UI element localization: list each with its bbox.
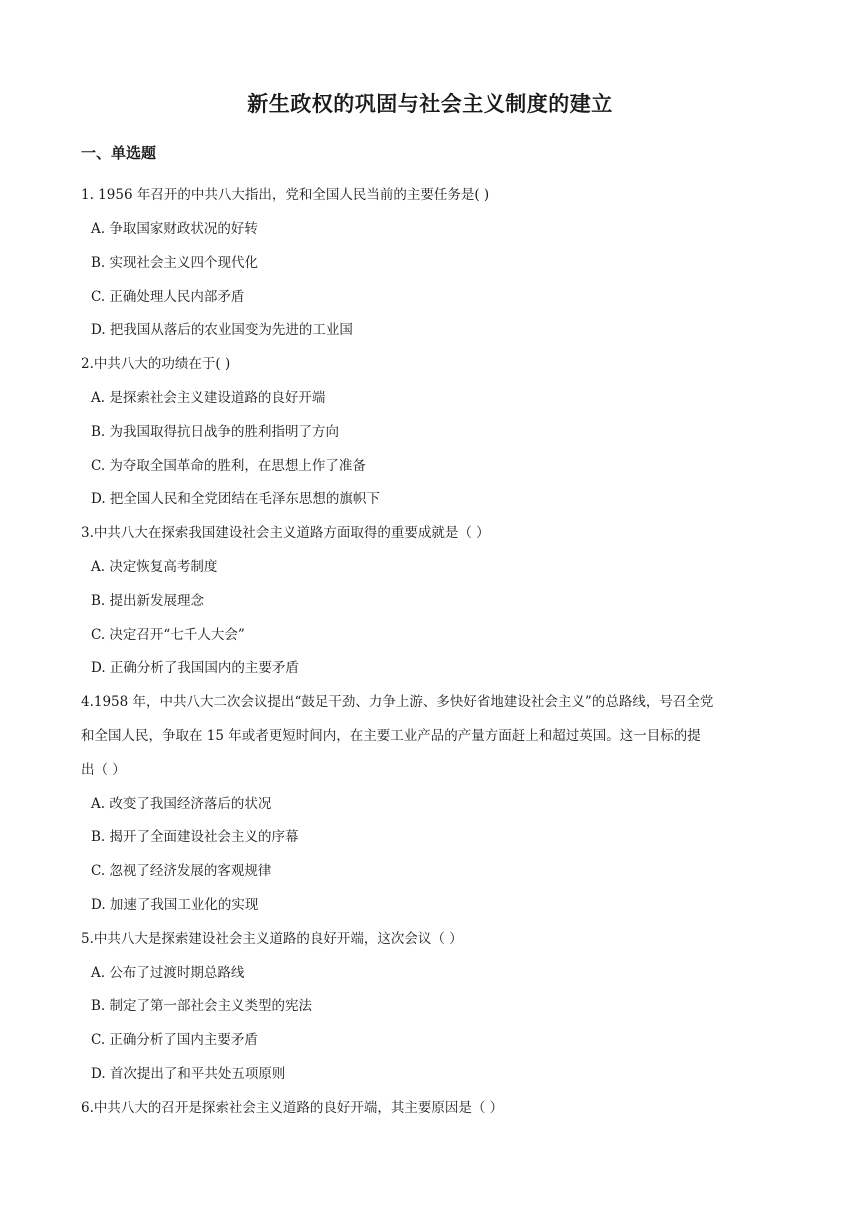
- question-stem-line: 和全国人民，争取在 15 年或者更短时间内，在主要工业产品的产量方面赶上和超过英国。这一目标的提: [81, 728, 701, 744]
- answer-option: A. 改变了我国经济落后的状况: [91, 796, 272, 812]
- answer-option: C. 决定召开“七千人大会”: [91, 627, 245, 643]
- answer-option: B. 制定了第一部社会主义类型的宪法: [91, 998, 313, 1014]
- answer-option: D. 把全国人民和全党团结在毛泽东思想的旗帜下: [91, 491, 380, 507]
- answer-option: A. 是探索社会主义建设道路的良好开端: [91, 390, 326, 406]
- answer-option: D. 加速了我国工业化的实现: [91, 897, 259, 913]
- answer-option: C. 正确处理人民内部矛盾: [91, 289, 245, 305]
- answer-option: B. 提出新发展理念: [91, 593, 205, 609]
- answer-option: B. 揭开了全面建设社会主义的序幕: [91, 829, 299, 845]
- answer-option: B. 实现社会主义四个现代化: [91, 255, 259, 271]
- answer-option: A. 争取国家财政状况的好转: [91, 221, 258, 237]
- answer-option: D. 把我国从落后的农业国变为先进的工业国: [91, 322, 353, 338]
- question-stem: 1. 1956 年召开的中共八大指出，党和全国人民当前的主要任务是( ): [81, 187, 490, 203]
- answer-option: C. 忽视了经济发展的客观规律: [91, 863, 272, 879]
- question-stem: 6.中共八大的召开是探索社会主义道路的良好开端，其主要原因是（ ）: [81, 1100, 504, 1116]
- question-stem-line: 4.1958 年，中共八大二次会议提出“鼓足干劲、力争上游、多快好省地建设社会主义”的总路线，号召全党: [81, 694, 714, 710]
- answer-option: A. 决定恢复高考制度: [91, 559, 218, 575]
- answer-option: D. 首次提出了和平共处五项原则: [91, 1066, 286, 1082]
- question-stem-line: 出（ ）: [81, 762, 126, 778]
- answer-option: C. 为夺取全国革命的胜利，在思想上作了准备: [91, 458, 366, 474]
- document-title: 新生政权的巩固与社会主义制度的建立: [247, 92, 613, 116]
- question-stem: 3.中共八大在探索我国建设社会主义道路方面取得的重要成就是（ ）: [81, 525, 490, 541]
- question-stem: 2.中共八大的功绩在于( ): [81, 356, 231, 372]
- answer-option: D. 正确分析了我国国内的主要矛盾: [91, 660, 299, 676]
- answer-option: A. 公布了过渡时期总路线: [91, 965, 245, 981]
- section-heading: 一、单选题: [81, 144, 157, 162]
- answer-option: B. 为我国取得抗日战争的胜利指明了方向: [91, 424, 340, 440]
- answer-option: C. 正确分析了国内主要矛盾: [91, 1032, 258, 1048]
- question-stem: 5.中共八大是探索建设社会主义道路的良好开端，这次会议（ ）: [81, 931, 463, 947]
